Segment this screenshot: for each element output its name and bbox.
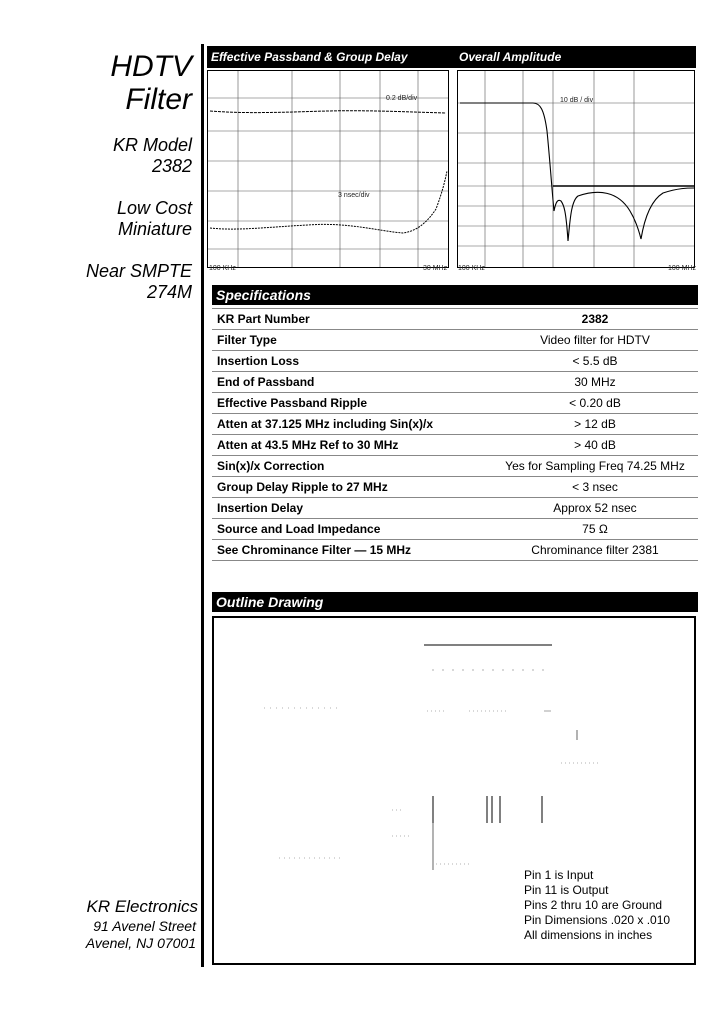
smpte-label: Near SMPTE	[85, 261, 192, 281]
spec-row	[212, 309, 698, 330]
delay-scale-label: 3 nsec/div	[338, 192, 370, 199]
spec-key: Effective Passband Ripple	[212, 393, 492, 414]
spec-row	[212, 435, 698, 456]
spec-key: Insertion Loss	[212, 351, 492, 372]
spec-value: > 12 dB	[492, 414, 698, 435]
spec-row	[212, 540, 698, 561]
amplitude-chart	[457, 70, 695, 268]
spec-key: End of Passband	[212, 372, 492, 393]
outline-note: All dimensions in inches	[524, 928, 653, 942]
spec-row	[212, 330, 698, 351]
amplitude-trace	[460, 103, 694, 241]
group-delay-trace	[210, 171, 447, 233]
spec-row	[212, 477, 698, 498]
size-label: Miniature	[117, 219, 192, 239]
outline-note: Pins 2 thru 10 are Ground	[524, 898, 663, 912]
passband-title: Effective Passband & Group Delay	[211, 50, 408, 64]
passband-chart	[207, 70, 449, 268]
amplitude-x-end: 100 MHz	[668, 265, 697, 272]
specifications-table	[212, 308, 698, 561]
spec-value: 75 Ω	[492, 519, 698, 540]
amplitude-x-start: 100 KHz	[458, 265, 485, 272]
specifications-title: Specifications	[216, 287, 311, 303]
passband-scale-label: 0.2 dB/div	[386, 95, 418, 102]
product-title-line2: Filter	[125, 83, 192, 116]
spec-value: < 5.5 dB	[492, 351, 698, 372]
sidebar-divider	[201, 44, 204, 967]
spec-key: Filter Type	[212, 330, 492, 351]
spec-key: Insertion Delay	[212, 498, 492, 519]
passband-amplitude-trace	[210, 111, 446, 113]
model-label: KR Model	[112, 135, 192, 155]
specifications-header	[212, 285, 698, 305]
outline-header	[212, 592, 698, 612]
outline-drawing	[264, 645, 599, 870]
outline-title: Outline Drawing	[216, 594, 324, 610]
spec-value: Approx 52 nsec	[492, 498, 698, 519]
spec-key: See Chrominance Filter — 15 MHz	[212, 540, 492, 561]
passband-x-end: 30 MHz	[423, 265, 448, 272]
spec-value: > 40 dB	[492, 435, 698, 456]
product-title-line1: HDTV	[110, 50, 192, 83]
spec-value: 2382	[492, 309, 698, 330]
spec-value: 30 MHz	[492, 372, 698, 393]
amplitude-title: Overall Amplitude	[459, 50, 562, 64]
outline-note: Pin 1 is Input	[524, 868, 594, 882]
spec-key: Atten at 37.125 MHz including Sin(x)/x	[212, 414, 492, 435]
company-name: KR Electronics	[86, 897, 198, 916]
passband-x-start: 100 KHz	[209, 265, 236, 272]
outline-note: Pin 11 is Output	[524, 883, 609, 897]
spec-key: Group Delay Ripple to 27 MHz	[212, 477, 492, 498]
spec-key: Source and Load Impedance	[212, 519, 492, 540]
outline-drawing-frame	[212, 616, 696, 965]
company-street: 91 Avenel Street	[93, 918, 196, 934]
spec-key: Atten at 43.5 MHz Ref to 30 MHz	[212, 435, 492, 456]
smpte-number: 274M	[146, 282, 192, 302]
spec-row	[212, 372, 698, 393]
spec-row	[212, 414, 698, 435]
spec-row	[212, 519, 698, 540]
chart-header-bar	[207, 46, 696, 68]
spec-value: < 0.20 dB	[492, 393, 698, 414]
spec-row	[212, 456, 698, 477]
spec-value: Chrominance filter 2381	[492, 540, 698, 561]
spec-value: < 3 nsec	[492, 477, 698, 498]
company-city: Avenel, NJ 07001	[85, 935, 196, 951]
spec-row	[212, 498, 698, 519]
spec-row	[212, 351, 698, 372]
amplitude-scale-label: 10 dB / div	[560, 97, 594, 104]
spec-value: Yes for Sampling Freq 74.25 MHz	[492, 456, 698, 477]
cost-label: Low Cost	[116, 198, 192, 218]
spec-key: KR Part Number	[212, 309, 492, 330]
spec-row	[212, 393, 698, 414]
spec-key: Sin(x)/x Correction	[212, 456, 492, 477]
spec-value: Video filter for HDTV	[492, 330, 698, 351]
outline-note: Pin Dimensions .020 x .010	[524, 913, 671, 927]
model-number: 2382	[151, 156, 192, 176]
